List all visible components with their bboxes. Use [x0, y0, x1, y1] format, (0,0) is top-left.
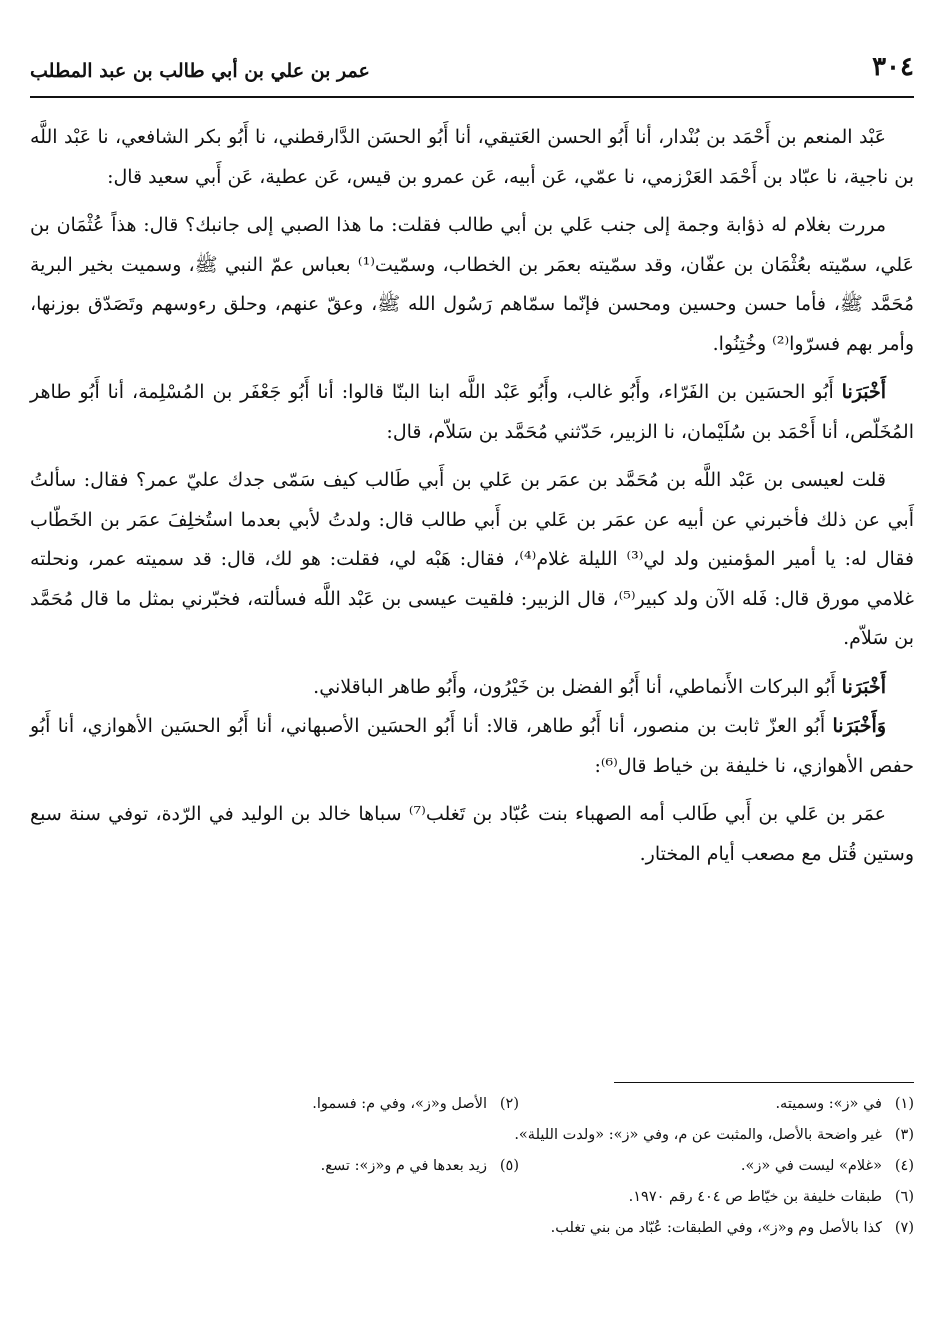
footnote-number: (٤) [894, 1158, 914, 1174]
wa-akhbarana-keyword: وَأَخْبَرَنا [832, 715, 886, 737]
paragraph-isnad-2 [30, 373, 914, 452]
footnote-1 [519, 1089, 914, 1120]
paragraph-narration-1 [30, 206, 914, 364]
footnote-number: (١) [894, 1096, 914, 1112]
akhbarana-keyword: أَخْبَرَنا [841, 675, 886, 698]
page-number: ٣٠٤ [872, 52, 914, 82]
paragraph-text: أَبُو الحسَين بن الفَرّاء، وأَبُو غالب، وأَبُو عَبْد اللَّه ابنا البنّا قالوا: أنا أَبُو جَعْفَر بن المُسْلِمة، أنا أَبُو طاهر المُخَلّص، أنا أَحْمَد بن سُلَيْمان، نا الزبير، حَدّثني مُحَمَّد بن سَلاّم، قال: [30, 381, 914, 443]
paragraph-isnad-4 [30, 707, 914, 786]
footnote-4 [519, 1151, 914, 1182]
paragraph-isnad-3 [30, 668, 914, 708]
footnote-number: (٥) [499, 1158, 519, 1174]
paragraph-text: مررت بغلام له ذؤابة وجمة إلى جنب عَلي بن أبي طالب فقلت: ما هذا الصبي إلى جانبك؟ قال: هذاً عُثْمَان بن عَلي، سمّيته بعُثْمَان بن عفّان، وقد سمّيته بعمَر بن الخطاب، وسمّيت⁽¹⁾ بعباس عمّ النبي ﷺ، وسميت بخير البرية مُحَمَّد ﷺ، فأما حسن وحسين ومحسن فإنّما سمّاهم رَسُول الله ﷺ، وعقّ عنهم، وحلق رءوسهم وتَصَدّق بوزنها، وأمر بهم فسرّوا⁽²⁾ وخُتِنُوا. [30, 214, 914, 355]
footnote-number: (٦) [894, 1189, 914, 1205]
footnote-7 [551, 1213, 914, 1244]
footnote-2 [312, 1089, 519, 1120]
paragraph-text: أَبُو العزّ ثابت بن منصور، أنا أَبُو طاهر، قالا: أنا أَبُو الحسَين الأصبهاني، أنا أَبُو الحسَين الأهوازي، أنا أَبُو حفص الأهوازي، نا خليفة بن خياط قال⁽⁶⁾: [30, 715, 914, 777]
footnote-row [30, 1089, 914, 1120]
footnote-text: زيد بعدها في م و«ز»: تسع. [320, 1158, 487, 1174]
footnote-text: غير واضحة بالأصل، والمثبت عن م، وفي «ز»: «ولدت الليلة». [514, 1127, 882, 1143]
footnote-text: كذا بالأصل وم و«ز»، وفي الطبقات: عُبّاد من بني تغلب. [550, 1220, 882, 1236]
footnote-text: «غلام» ليست في «ز». [740, 1158, 882, 1174]
paragraph-text: أَبُو البركات الأَنماطي، أنا أَبُو الفضل بن خَيْرُون، وأَبُو طاهر الباقلاني. [313, 675, 842, 698]
footnote-row [30, 1213, 914, 1244]
footnote-5 [321, 1151, 519, 1182]
paragraph-text: عَبْد المنعم بن أَحْمَد بن بُنْدار، أنا أَبُو الحسن العَتيقي، أنا أَبُو الحسَن الدَّارقطني، نا أَبُو بكر الشافعي، نا عَبْد اللَّه بن ناجية، نا عبّاد بن أَحْمَد العَرْزمي، نا عمّي، عَن أبيه، عَن عمرو بن قيس، عَن عطية، عَن أَبي سعيد قال: [30, 126, 914, 188]
paragraph-narration-3 [30, 795, 914, 874]
akhbarana-keyword: أَخْبَرَنا [841, 381, 886, 403]
paragraph-text: عمَر بن عَلي بن أَبي طَالب أمه الصهباء بنت عُبّاد بن تَغلب⁽⁷⁾ سباها خالد بن الوليد في الرّدة، توفي سنة سبع وستين قُتل مع مصعب أيام المختار. [30, 803, 914, 865]
footnote-row [30, 1120, 914, 1151]
paragraph-narration-2 [30, 461, 914, 659]
footnote-6 [629, 1182, 914, 1213]
running-title: عمر بن علي بن أبي طالب بن عبد المطلب [30, 60, 370, 82]
footnote-number: (٧) [894, 1220, 914, 1236]
footnote-number: (٣) [894, 1127, 914, 1143]
footnotes [30, 1082, 914, 1244]
footnote-3 [514, 1120, 914, 1151]
footnote-text: الأصل و«ز»، وفي م: فسموا. [312, 1096, 487, 1112]
footnote-row [30, 1151, 914, 1182]
main-text [30, 118, 914, 883]
footnote-text: طبقات خليفة بن خيّاط ص ٤٠٤ رقم ١٩٧٠. [628, 1189, 882, 1205]
footnote-rule [614, 1082, 914, 1083]
footnote-row [30, 1182, 914, 1213]
page-header [30, 48, 914, 98]
footnote-number: (٢) [499, 1096, 519, 1112]
footnote-text: في «ز»: وسميته. [775, 1096, 882, 1112]
paragraph-text: قلت لعيسى بن عَبْد اللَّه بن مُحَمَّد بن عمَر بن عَلي بن أَبي طَالب كيف سَمّى جدك عليّ عمر؟ فقال: سألتُ أَبي عن ذلك فأخبرني عن أبيه عن عمَر بن عَلي بن أَبي طالب قال: ولدتُ لأبي بعدما استُخلِفَ عمَر بن الخَطّاب فقال له: يا أمير المؤمنين ولد لي⁽³⁾ الليلة غلام⁽⁴⁾، فقال: هَبْه لي، فقلت: هو لك، قال: قد سميته عمر، ونحلته غلامي مورق قال: فَله الآن ولد كبير⁽⁵⁾، قال الزبير: فلقيت عيسى بن عَبْد اللَّه فسألته، فخبّرني بمثل ما قال مُحَمَّد بن سَلاّم. [30, 469, 914, 649]
paragraph-isnad-1 [30, 118, 914, 197]
